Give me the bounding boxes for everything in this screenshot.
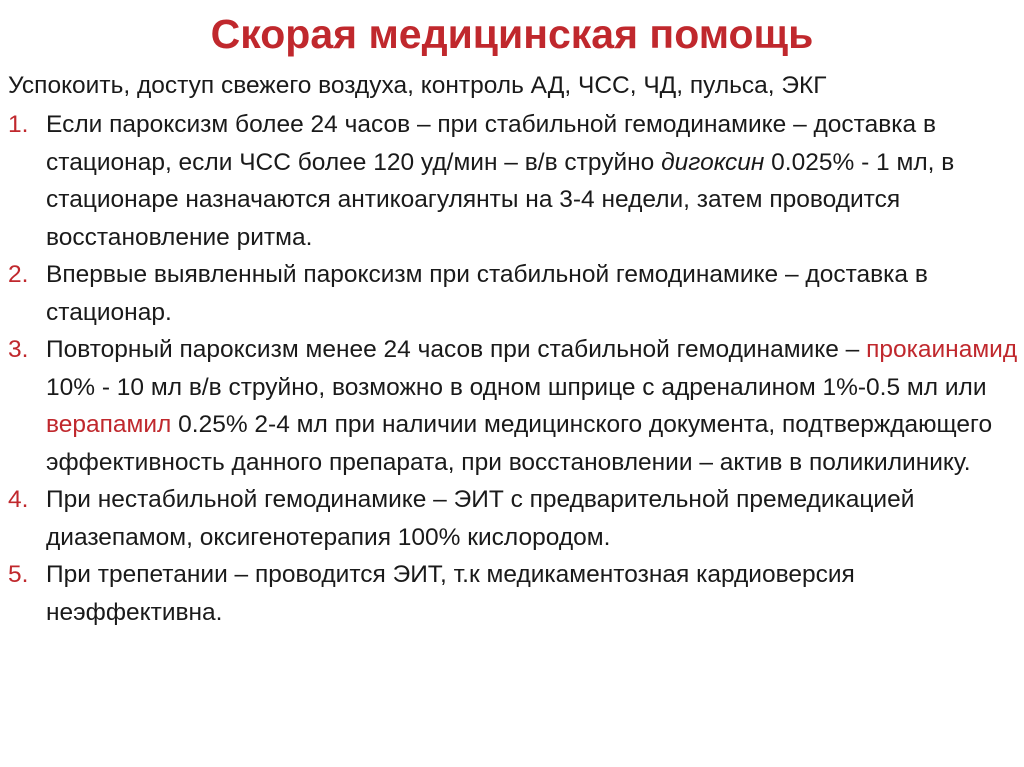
list-number: 4. bbox=[8, 486, 29, 513]
list-item-5 bbox=[8, 556, 1020, 631]
list-number: 1. bbox=[8, 111, 29, 138]
item-text: Впервые выявленный пароксизм при стабильной гемодинамике – доставка в стационар. bbox=[46, 261, 928, 326]
item-text: При нестабильной гемодинамике – ЭИТ с предварительной премедикацией диазепамом, оксигенотерапия 100% кислородом. bbox=[46, 486, 915, 551]
item-text: При трепетании – проводится ЭИТ, т.к медикаментозная кардиоверсия неэффективна. bbox=[46, 561, 855, 626]
list-number: 2. bbox=[8, 261, 29, 288]
item-text: 10% - 10 мл в/в струйно, возможно в одном шприце с адреналином 1%-0.5 мл или bbox=[46, 373, 987, 401]
drug-name-procainamide: прокаинамид bbox=[866, 336, 1018, 363]
slide-title: Скорая медицинская помощь bbox=[210, 11, 814, 57]
item-text: Если пароксизм более 24 часов – при стабильной гемодинамике – доставка в стационар, если ЧСС более 120 уд/мин – в/в струйно bbox=[46, 111, 936, 176]
list-item-4 bbox=[8, 481, 1020, 556]
list-item-3 bbox=[8, 331, 1020, 481]
list-item-2 bbox=[8, 256, 1020, 331]
drug-name-digoxin: дигоксин bbox=[661, 148, 765, 176]
item-text: 0.025% - 1 мл, в стационаре назначаются антикоагулянты на 3-4 недели, затем проводится восстановление ритма. bbox=[46, 148, 955, 251]
drug-name-verapamil: верапамил bbox=[46, 411, 172, 438]
list-number: 5. bbox=[8, 561, 29, 588]
item-text: Повторный пароксизм менее 24 часов при стабильной гемодинамике – bbox=[46, 336, 867, 363]
list-number: 3. bbox=[8, 336, 29, 363]
item-text: 0.25% 2-4 мл при наличии медицинского документа, подтверждающего эффективность данного препарата, при восстановлении – актив в поликилинику. bbox=[46, 411, 993, 476]
treatment-list bbox=[8, 106, 1020, 631]
intro-text: Успокоить, доступ свежего воздуха, контроль АД, ЧСС, ЧД, пульса, ЭКГ bbox=[8, 72, 827, 99]
list-item-1 bbox=[8, 106, 1020, 256]
